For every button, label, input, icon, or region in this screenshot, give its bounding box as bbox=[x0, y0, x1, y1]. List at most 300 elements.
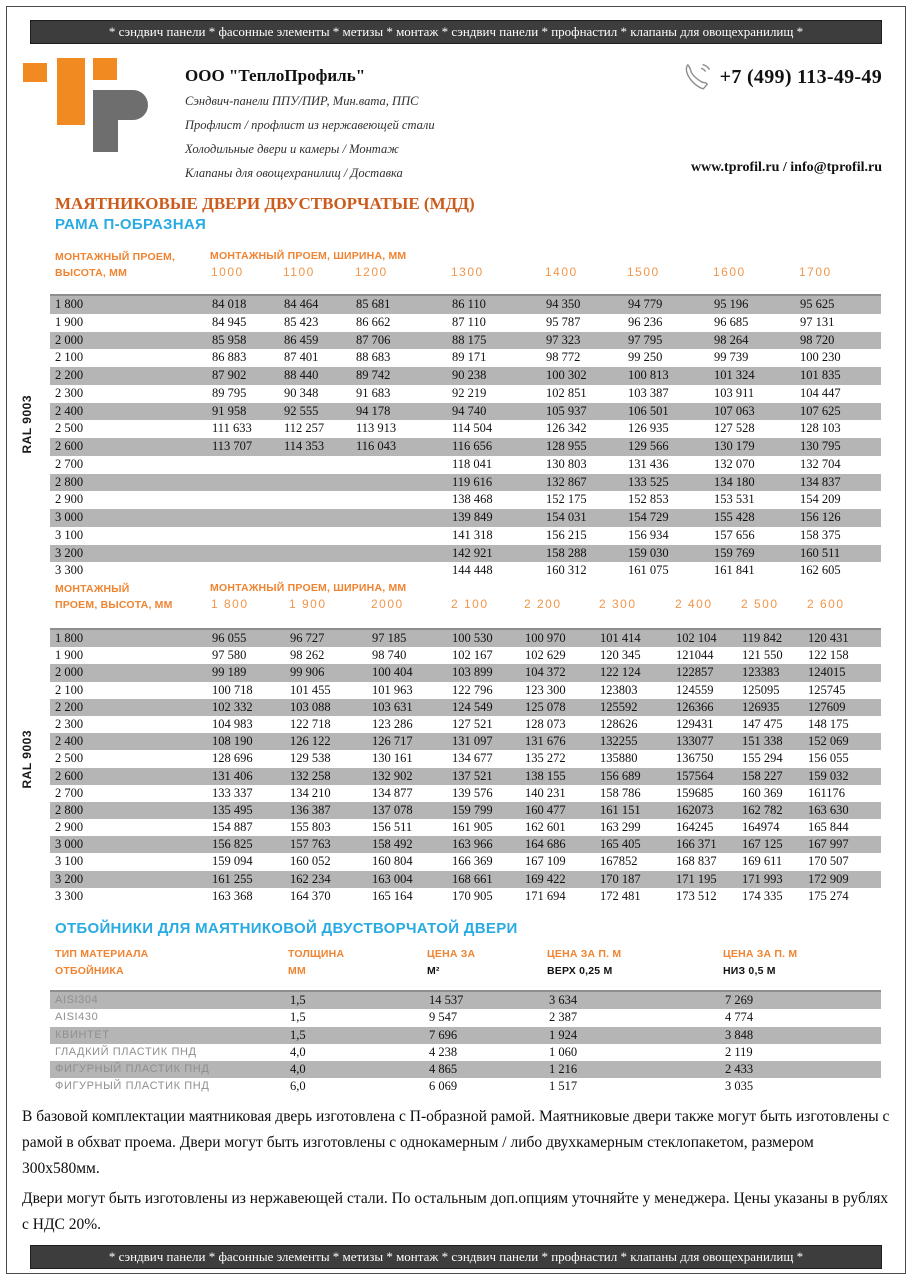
price-cell: 101 414 bbox=[600, 631, 641, 645]
row-label: 2 400 bbox=[55, 734, 84, 749]
price-cell: 156 126 bbox=[800, 510, 841, 524]
price-cell: 156 934 bbox=[628, 527, 669, 542]
price-cell: 161176 bbox=[808, 785, 846, 800]
price-cell: 160 052 bbox=[290, 854, 331, 869]
price-cell: 7 696 bbox=[429, 1027, 458, 1042]
price-cell: 4 774 bbox=[725, 1010, 754, 1025]
price-cell: 122 124 bbox=[600, 665, 641, 680]
price-cell: 113 913 bbox=[356, 421, 397, 436]
price-cell: 124559 bbox=[676, 682, 714, 697]
price-cell: 159 799 bbox=[452, 802, 493, 817]
price-cell: 164245 bbox=[676, 820, 714, 835]
bottom-ticker-banner: * сэндвич панели * фасонные элементы * метизы * монтаж * сэндвич панели * профнастил * клапаны для овощехранилищ * bbox=[30, 1245, 882, 1269]
price-cell: 99 250 bbox=[628, 350, 663, 365]
price-cell: 163 004 bbox=[372, 871, 413, 886]
row-label: 2 500 bbox=[55, 751, 84, 766]
column-header: 2 100 bbox=[451, 597, 489, 611]
price-cell: 98 772 bbox=[546, 350, 581, 365]
price-cell: 164974 bbox=[742, 820, 780, 835]
frame-subtitle: РАМА П-ОБРАЗНАЯ bbox=[55, 216, 207, 233]
price-cell: 154 031 bbox=[546, 510, 587, 524]
price-cell: 155 428 bbox=[714, 510, 755, 524]
price-cell: 129 566 bbox=[628, 439, 669, 453]
column-header: 1600 bbox=[713, 265, 746, 279]
price-cell: 122 718 bbox=[290, 716, 331, 731]
table-row bbox=[50, 1044, 881, 1061]
price-cell: 1,5 bbox=[290, 1027, 306, 1042]
price-cell: 3 848 bbox=[725, 1027, 754, 1042]
price-cell: 169 422 bbox=[525, 871, 566, 886]
row-label: КВИНТЕТ bbox=[55, 1028, 110, 1041]
price-cell: 165 844 bbox=[808, 820, 849, 835]
price-cell: 1 517 bbox=[549, 1079, 578, 1094]
price-cell: 123803 bbox=[600, 682, 638, 697]
price-cell: 132 258 bbox=[290, 768, 331, 783]
price-cell: 87 902 bbox=[212, 368, 247, 382]
price-cell: 153 531 bbox=[714, 492, 755, 507]
price-cell: 7 269 bbox=[725, 993, 754, 1007]
table1-row-header: МОНТАЖНЫЙ ПРОЕМ, ВЫСОТА, ММ bbox=[55, 251, 176, 279]
price-cell: 102 629 bbox=[525, 648, 566, 663]
price-cell: 4,0 bbox=[290, 1044, 306, 1059]
table-row bbox=[50, 664, 881, 681]
table-row bbox=[50, 733, 881, 750]
price-cell: 131 676 bbox=[525, 734, 566, 749]
price-cell: 118 041 bbox=[452, 456, 493, 471]
price-cell bbox=[282, 491, 354, 509]
table-row bbox=[50, 385, 881, 403]
bumpers-table-header bbox=[50, 948, 881, 977]
price-cell: 100 813 bbox=[628, 368, 669, 382]
price-cell: 152 175 bbox=[546, 492, 587, 507]
price-cell: 135 495 bbox=[212, 802, 253, 817]
row-label: 2 900 bbox=[55, 820, 84, 835]
price-cell: 128 103 bbox=[800, 421, 841, 436]
price-cell: 100 718 bbox=[212, 682, 253, 697]
price-cell: 84 018 bbox=[212, 297, 247, 311]
price-cell bbox=[354, 456, 450, 474]
price-cell: 128 073 bbox=[525, 716, 566, 731]
row-label: AISI304 bbox=[55, 994, 99, 1006]
price-cell bbox=[282, 545, 354, 563]
price-cell: 122 158 bbox=[808, 648, 849, 663]
row-label: 2 900 bbox=[55, 492, 84, 507]
price-cell: 162 605 bbox=[800, 563, 841, 578]
price-cell: 159 769 bbox=[714, 545, 755, 560]
row-label: 2 500 bbox=[55, 421, 84, 436]
price-cell bbox=[210, 509, 282, 527]
price-cell: 147 475 bbox=[742, 716, 783, 731]
price-cell: 175 274 bbox=[808, 888, 849, 903]
table2-group-header: МОНТАЖНЫЙ ПРОЕМ, ШИРИНА, ММ bbox=[210, 582, 407, 594]
row-label: 2 200 bbox=[55, 368, 84, 382]
price-cell: 137 078 bbox=[372, 802, 413, 817]
price-cell: 133 337 bbox=[212, 785, 253, 800]
column-header: 2 600 bbox=[807, 597, 845, 611]
table-row bbox=[50, 1078, 881, 1095]
price-cell: 1,5 bbox=[290, 993, 306, 1007]
price-cell: 2 387 bbox=[549, 1010, 578, 1025]
table-row bbox=[50, 768, 881, 785]
price-cell: 103 899 bbox=[452, 665, 493, 680]
price-cell: 107 063 bbox=[714, 403, 755, 418]
row-label: AISI430 bbox=[55, 1011, 99, 1024]
price-cell: 87 110 bbox=[452, 314, 486, 329]
service-line: Сэндвич-панели ППУ/ПИР, Мин.вата, ППС bbox=[185, 94, 419, 108]
row-label: 2 300 bbox=[55, 716, 84, 731]
price-cell: 157 763 bbox=[290, 837, 331, 852]
price-cell: 159 032 bbox=[808, 768, 849, 783]
price-cell: 131 436 bbox=[628, 456, 669, 471]
table1-header bbox=[50, 250, 881, 282]
table2-header bbox=[50, 582, 881, 614]
price-cell: 104 372 bbox=[525, 665, 566, 680]
price-cell bbox=[354, 491, 450, 509]
price-cell: 155 294 bbox=[742, 751, 783, 766]
price-cell: 158 786 bbox=[600, 785, 641, 800]
table-row bbox=[50, 545, 881, 563]
row-label: 2 600 bbox=[55, 439, 84, 453]
price-cell: 123 300 bbox=[525, 682, 566, 697]
price-cell: 172 481 bbox=[600, 888, 641, 903]
price-cell: 128 696 bbox=[212, 751, 253, 766]
price-cell: 170 507 bbox=[808, 854, 849, 869]
price-cell: 138 155 bbox=[525, 768, 566, 783]
price-cell: 129 538 bbox=[290, 751, 331, 766]
price-cell: 121044 bbox=[676, 648, 714, 663]
price-cell: 114 504 bbox=[452, 421, 493, 436]
price-cell: 161 841 bbox=[714, 563, 755, 578]
price-cell: 167852 bbox=[600, 854, 638, 869]
price-cell: 1 924 bbox=[549, 1027, 578, 1042]
row-label: 3 300 bbox=[55, 563, 84, 578]
table-row bbox=[50, 802, 881, 819]
price-cell: 158 288 bbox=[546, 545, 587, 560]
price-cell: 98 720 bbox=[800, 332, 835, 347]
price-cell: 91 958 bbox=[212, 403, 247, 418]
price-cell: 103 631 bbox=[372, 699, 413, 714]
table-row bbox=[50, 367, 881, 385]
price-cell: 97 185 bbox=[372, 631, 407, 645]
price-cell: 161 151 bbox=[600, 802, 641, 817]
price-cell: 170 187 bbox=[600, 871, 641, 886]
price-cell: 157 656 bbox=[714, 527, 755, 542]
price-cell: 130 803 bbox=[546, 456, 587, 471]
price-cell bbox=[282, 562, 354, 580]
price-cell: 89 795 bbox=[212, 385, 247, 400]
service-line: Клапаны для овощехранилищ / Доставка bbox=[185, 166, 403, 180]
company-services bbox=[185, 94, 435, 190]
price-cell: 152 853 bbox=[628, 492, 669, 507]
price-cell: 156 055 bbox=[808, 751, 849, 766]
price-cell: 142 921 bbox=[452, 545, 493, 560]
table-row bbox=[50, 819, 881, 836]
price-cell: 173 512 bbox=[676, 888, 717, 903]
price-cell: 95 625 bbox=[800, 297, 835, 311]
price-cell: 159 030 bbox=[628, 545, 669, 560]
price-cell: 122857 bbox=[676, 665, 714, 680]
price-cell: 116 043 bbox=[356, 439, 397, 453]
table-row bbox=[50, 647, 881, 664]
price-cell: 167 109 bbox=[525, 854, 566, 869]
price-cell: 6 069 bbox=[429, 1079, 458, 1094]
price-cell: 163 299 bbox=[600, 820, 641, 835]
price-cell: 4 865 bbox=[429, 1062, 458, 1077]
price-cell: 162073 bbox=[676, 802, 714, 817]
price-cell bbox=[282, 474, 354, 492]
price-cell bbox=[354, 474, 450, 492]
table2-body bbox=[50, 628, 881, 905]
price-cell: 163 630 bbox=[808, 802, 849, 817]
column-header: 2 200 bbox=[524, 597, 562, 611]
price-cell: 86 110 bbox=[452, 297, 486, 311]
price-cell: 89 171 bbox=[452, 350, 487, 365]
price-cell: 119 616 bbox=[452, 474, 493, 489]
price-cell: 133 525 bbox=[628, 474, 669, 489]
price-cell bbox=[210, 527, 282, 545]
price-cell bbox=[210, 562, 282, 580]
price-cell bbox=[210, 474, 282, 492]
price-cell: 135 272 bbox=[525, 751, 566, 766]
company-logo bbox=[22, 57, 152, 157]
price-cell: 103 387 bbox=[628, 385, 669, 400]
price-cell: 88 683 bbox=[356, 350, 391, 365]
table-row bbox=[50, 630, 881, 647]
price-cell: 95 196 bbox=[714, 297, 749, 311]
price-cell: 127 528 bbox=[714, 421, 755, 436]
price-cell: 6,0 bbox=[290, 1079, 306, 1094]
price-cell: 156 511 bbox=[372, 820, 413, 835]
row-label: 2 400 bbox=[55, 403, 84, 418]
table-row bbox=[50, 491, 881, 509]
price-cell: 92 219 bbox=[452, 385, 487, 400]
price-cell: 96 055 bbox=[212, 631, 247, 645]
row-label: 2 200 bbox=[55, 699, 84, 714]
table-row bbox=[50, 992, 881, 1009]
price-cell: 167 125 bbox=[742, 837, 783, 852]
price-cell: 151 338 bbox=[742, 734, 783, 749]
row-label: 2 000 bbox=[55, 665, 84, 680]
price-cell bbox=[210, 491, 282, 509]
price-cell: 127 521 bbox=[452, 716, 493, 731]
table-row bbox=[50, 420, 881, 438]
price-cell: 102 167 bbox=[452, 648, 493, 663]
price-cell: 174 335 bbox=[742, 888, 783, 903]
price-cell: 113 707 bbox=[212, 439, 253, 453]
price-cell: 165 164 bbox=[372, 888, 413, 903]
price-cell: 98 740 bbox=[372, 648, 407, 663]
price-cell: 86 883 bbox=[212, 350, 247, 365]
price-cell: 125592 bbox=[600, 699, 638, 714]
bumpers-col-thickness: ТОЛЩИНА ММ bbox=[288, 948, 345, 977]
service-line: Холодильные двери и камеры / Монтаж bbox=[185, 142, 399, 156]
price-cell bbox=[282, 527, 354, 545]
note-paragraph: В базовой комплектации маятниковая дверь изготовлена с П-образной рамой. Маятниковые двери также могут быть изготовлены с рамой в обхват проема. Двери могут быть изготовлены с однокамерным / либо двухкамерным стеклопакетом, размером 300х580мм. bbox=[22, 1108, 890, 1177]
price-cell: 100 404 bbox=[372, 665, 413, 680]
price-cell: 99 906 bbox=[290, 665, 325, 680]
price-cell: 102 104 bbox=[676, 631, 717, 645]
price-cell: 101 963 bbox=[372, 682, 413, 697]
price-cell: 130 179 bbox=[714, 439, 755, 453]
price-cell: 120 345 bbox=[600, 648, 641, 663]
price-cell: 88 175 bbox=[452, 332, 487, 347]
row-label: 2 000 bbox=[55, 332, 84, 347]
price-cell: 2 119 bbox=[725, 1044, 753, 1059]
price-cell: 136750 bbox=[676, 751, 714, 766]
row-label: ФИГУРНЫЙ ПЛАСТИК ПНД bbox=[55, 1080, 210, 1093]
price-cell: 163 966 bbox=[452, 837, 493, 852]
price-cell: 164 370 bbox=[290, 888, 331, 903]
price-cell: 114 353 bbox=[284, 439, 325, 453]
price-cell: 156 825 bbox=[212, 837, 253, 852]
row-label: ГЛАДКИЙ ПЛАСТИК ПНД bbox=[55, 1045, 197, 1058]
price-cell: 2 433 bbox=[725, 1062, 754, 1077]
price-cell: 86 459 bbox=[284, 332, 319, 347]
price-cell: 134 180 bbox=[714, 474, 755, 489]
price-cell: 156 215 bbox=[546, 527, 587, 542]
price-cell: 84 464 bbox=[284, 297, 319, 311]
price-cell: 108 190 bbox=[212, 734, 253, 749]
price-cell: 102 332 bbox=[212, 699, 253, 714]
table-row bbox=[50, 296, 881, 314]
price-cell: 154 209 bbox=[800, 492, 841, 507]
price-cell: 95 787 bbox=[546, 314, 581, 329]
top-ticker-banner: * сэндвич панели * фасонные элементы * метизы * монтаж * сэндвич панели * профнастил * клапаны для овощехранилищ * bbox=[30, 20, 882, 44]
price-cell: 87 706 bbox=[356, 332, 391, 347]
price-cell: 90 348 bbox=[284, 385, 319, 400]
bumpers-col-material: ТИП МАТЕРИАЛА ОТБОЙНИКА bbox=[55, 948, 149, 977]
price-cell: 96 236 bbox=[628, 314, 663, 329]
price-cell: 126935 bbox=[742, 699, 780, 714]
price-cell: 123 286 bbox=[372, 716, 413, 731]
row-label: 2 700 bbox=[55, 456, 84, 471]
column-header: 1100 bbox=[283, 265, 315, 279]
price-cell: 101 324 bbox=[714, 368, 755, 382]
row-label: 3 000 bbox=[55, 510, 84, 524]
price-cell: 130 795 bbox=[800, 439, 841, 453]
website-email: www.tprofil.ru / info@tprofil.ru bbox=[690, 160, 882, 175]
price-cell: 152 069 bbox=[808, 734, 849, 749]
price-cell: 103 911 bbox=[714, 385, 755, 400]
row-label: 3 300 bbox=[55, 888, 84, 903]
price-cell: 120 431 bbox=[808, 631, 849, 645]
price-cell: 107 625 bbox=[800, 403, 841, 418]
price-cell: 132255 bbox=[600, 734, 638, 749]
price-cell: 4 238 bbox=[429, 1044, 458, 1059]
bumpers-table-body bbox=[50, 990, 881, 1096]
price-cell: 104 447 bbox=[800, 385, 841, 400]
price-cell: 1,5 bbox=[290, 1010, 306, 1025]
price-cell: 160 312 bbox=[546, 563, 587, 578]
table-row bbox=[50, 682, 881, 699]
price-cell: 125745 bbox=[808, 682, 846, 697]
price-cell: 155 803 bbox=[290, 820, 331, 835]
price-cell: 92 555 bbox=[284, 403, 319, 418]
price-cell: 89 742 bbox=[356, 368, 391, 382]
table-row bbox=[50, 403, 881, 421]
price-cell: 166 371 bbox=[676, 837, 717, 852]
price-cell: 112 257 bbox=[284, 421, 325, 436]
row-label: 2 100 bbox=[55, 682, 84, 697]
price-cell: 119 842 bbox=[742, 631, 783, 645]
row-label: 1 800 bbox=[55, 297, 84, 311]
price-cell: 86 662 bbox=[356, 314, 391, 329]
table-row bbox=[50, 332, 881, 350]
price-cell: 99 739 bbox=[714, 350, 749, 365]
price-cell: 162 234 bbox=[290, 871, 331, 886]
price-cell: 90 238 bbox=[452, 368, 487, 382]
table-row bbox=[50, 785, 881, 802]
price-cell: 136 387 bbox=[290, 802, 331, 817]
price-cell bbox=[282, 509, 354, 527]
price-cell: 104 983 bbox=[212, 716, 253, 731]
row-label: 2 100 bbox=[55, 350, 84, 365]
column-header: 2 500 bbox=[741, 597, 779, 611]
price-cell: 138 468 bbox=[452, 492, 493, 507]
price-cell: 131 097 bbox=[452, 734, 493, 749]
price-cell bbox=[354, 527, 450, 545]
price-cell: 137 521 bbox=[452, 768, 493, 783]
price-cell: 171 993 bbox=[742, 871, 783, 886]
row-label: 3 200 bbox=[55, 871, 84, 886]
price-cell: 134 837 bbox=[800, 474, 841, 489]
price-cell: 101 455 bbox=[290, 682, 331, 697]
row-label: 3 100 bbox=[55, 854, 84, 869]
price-cell: 123383 bbox=[742, 665, 780, 680]
price-cell: 126 935 bbox=[628, 421, 669, 436]
price-cell: 148 175 bbox=[808, 716, 849, 731]
price-cell: 132 070 bbox=[714, 456, 755, 471]
price-cell: 154 887 bbox=[212, 820, 253, 835]
price-cell: 161 255 bbox=[212, 871, 253, 886]
table-row bbox=[50, 1061, 881, 1078]
price-cell: 158 375 bbox=[800, 527, 841, 542]
column-header: 2 300 bbox=[599, 597, 637, 611]
ral-label-table1: RAL 9003 bbox=[20, 395, 34, 454]
price-cell: 94 350 bbox=[546, 297, 581, 311]
price-cell: 84 945 bbox=[212, 314, 247, 329]
table-row bbox=[50, 562, 881, 580]
price-cell: 9 547 bbox=[429, 1010, 458, 1025]
price-cell: 154 729 bbox=[628, 510, 669, 524]
price-cell: 125 078 bbox=[525, 699, 566, 714]
page-title: МАЯТНИКОВЫЕ ДВЕРИ ДВУСТВОРЧАТЫЕ (МДД) bbox=[55, 194, 475, 213]
price-cell: 85 423 bbox=[284, 314, 319, 329]
row-label: 1 900 bbox=[55, 314, 84, 329]
price-cell bbox=[354, 562, 450, 580]
row-label: 2 600 bbox=[55, 768, 84, 783]
bumpers-col-price-m2: ЦЕНА ЗА М² bbox=[427, 948, 476, 977]
price-cell: 132 867 bbox=[546, 474, 587, 489]
price-cell: 101 835 bbox=[800, 368, 841, 382]
price-cell: 129431 bbox=[676, 716, 714, 731]
price-cell bbox=[210, 545, 282, 563]
price-cell: 103 088 bbox=[290, 699, 331, 714]
price-cell: 3 035 bbox=[725, 1079, 754, 1094]
price-cell: 132 704 bbox=[800, 456, 841, 471]
price-cell: 161 075 bbox=[628, 563, 669, 578]
price-cell: 132 902 bbox=[372, 768, 413, 783]
price-cell: 85 681 bbox=[356, 297, 391, 311]
price-cell: 130 161 bbox=[372, 751, 413, 766]
price-cell: 100 970 bbox=[525, 631, 566, 645]
price-cell: 166 369 bbox=[452, 854, 493, 869]
price-cell: 158 227 bbox=[742, 768, 783, 783]
table-row bbox=[50, 1009, 881, 1026]
bumpers-col-price-top: ЦЕНА ЗА П. М ВЕРХ 0,25 М bbox=[547, 948, 622, 977]
row-label: 3 100 bbox=[55, 527, 84, 542]
price-cell: 99 189 bbox=[212, 665, 247, 680]
